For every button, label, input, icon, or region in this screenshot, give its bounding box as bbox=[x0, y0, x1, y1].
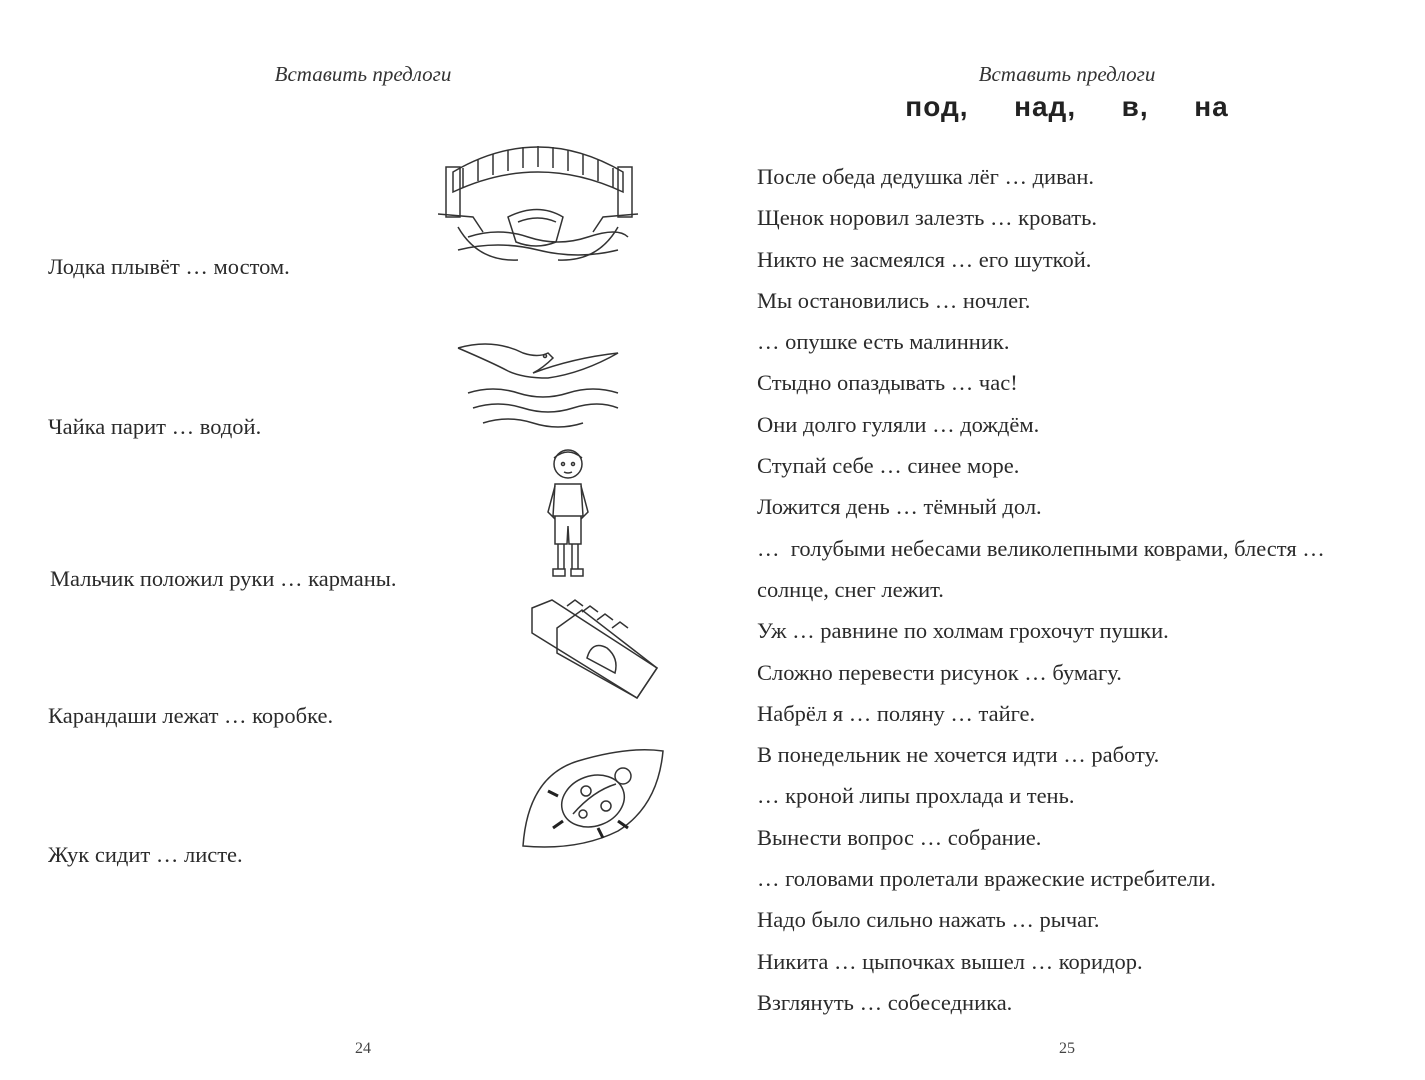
right-page-title: Вставить предлоги bbox=[978, 62, 1156, 86]
sentence: Ложится день … тёмный дол. bbox=[757, 494, 1042, 520]
sentence: … голубыми небесами великолепными коврами, блестя … bbox=[757, 535, 1325, 561]
sentence-gull: Чайка парит … водой. bbox=[48, 414, 262, 439]
sentence: Мы остановились … ночлег. bbox=[757, 287, 1031, 313]
prepositions-list: под, над, в, на bbox=[905, 91, 1229, 122]
sentence: … головами пролетали вражеские истребители. bbox=[757, 866, 1216, 892]
ladybug-leaf-illustration bbox=[518, 746, 668, 851]
boy-illustration bbox=[543, 444, 593, 582]
sentence-beetle: Жук сидит … листе. bbox=[48, 842, 243, 867]
pencil-box-illustration bbox=[527, 598, 662, 713]
sentence: Щенок норовил залезть … кровать. bbox=[757, 205, 1098, 231]
sentence: После обеда дедушка лёг … диван. bbox=[757, 164, 1095, 189]
sentence: Никто не засмеялся … его шуткой. bbox=[757, 246, 1092, 272]
left-page-title: Вставить предлоги bbox=[274, 62, 452, 86]
sentence: солнце, снег лежит. bbox=[757, 576, 944, 602]
sentence-pencils: Карандаши лежат … коробке. bbox=[48, 703, 334, 728]
sentence: … опушке есть малинник. bbox=[757, 329, 1010, 355]
sentence: Уж … равнине по холмам грохочут пушки. bbox=[757, 618, 1169, 644]
sentence: Надо было сильно нажать … рычаг. bbox=[757, 907, 1100, 933]
sentence: Стыдно опаздывать … час! bbox=[757, 370, 1018, 396]
exercise-sentences bbox=[757, 161, 1325, 1028]
sentence-boy: Мальчик положил руки … карманы. bbox=[50, 566, 397, 591]
sentence: Никита … цыпочках вышел … коридор. bbox=[757, 948, 1143, 974]
bridge-boat-illustration bbox=[438, 132, 643, 264]
sentence: Набрёл я … поляну … тайге. bbox=[757, 700, 1036, 726]
seagull-illustration bbox=[453, 333, 628, 433]
sentence: … кроной липы прохлада и тень. bbox=[757, 783, 1075, 809]
sentence: Сложно перевести рисунок … бумагу. bbox=[757, 659, 1122, 685]
sentence: Взглянуть … собеседника. bbox=[757, 989, 1013, 1015]
page-number-right: 25 bbox=[1059, 1040, 1075, 1057]
page-number-left: 24 bbox=[355, 1040, 371, 1057]
sentence: Ступай себе … синее море. bbox=[757, 453, 1020, 479]
sentence-boat: Лодка плывёт … мостом. bbox=[48, 254, 290, 279]
sentence: Они долго гуляли … дождём. bbox=[757, 411, 1040, 437]
sentence: Вынести вопрос … собрание. bbox=[757, 824, 1042, 850]
sentence: В понедельник не хочется идти … работу. bbox=[757, 742, 1160, 768]
